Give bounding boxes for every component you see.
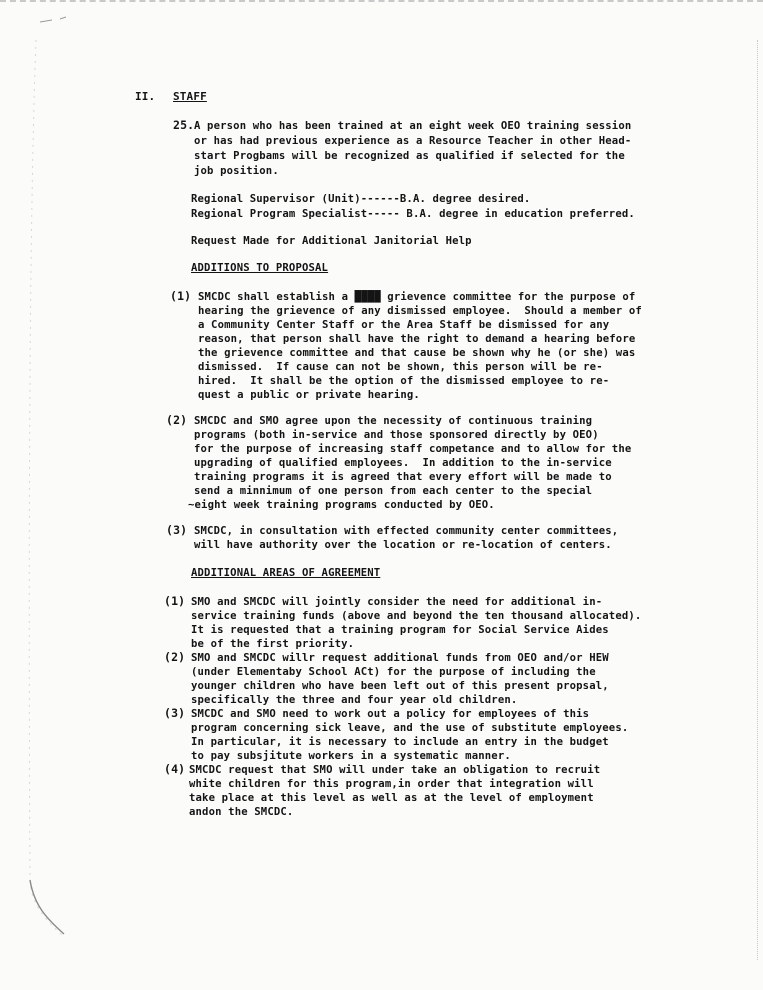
item-25-line: A person who has been trained at an eight week OEO training session [194, 120, 632, 132]
additions-item-3-marker: (3) [166, 523, 188, 537]
additions-item-2-line: SMCDC and SMO agree upon the necessity of continuous training [194, 415, 593, 427]
agreement-item-2-line: younger children who have been left out of this present propsal, [191, 680, 609, 692]
additions-item-2-line: for the purpose of increasing staff competance and to allow for the [194, 443, 632, 455]
agreement-item-2-line: specifically the three and four year old children. [191, 694, 518, 706]
additions-item-1-line: reason, that person shall have the right to demand a hearing before [198, 333, 636, 345]
item-25-number: 25. [173, 118, 195, 132]
additions-item-3-line: will have authority over the location or re-location of centers. [194, 539, 612, 551]
agreement-item-4-line: white children for this program,in order that integration will [189, 778, 594, 790]
agreement-item-2-marker: (2) [164, 650, 186, 664]
additions-item-2-line: upgrading of qualified employees. In addition to the in-service [194, 457, 612, 469]
agreement-item-3-line: SMCDC and SMO need to work out a policy for employees of this [191, 708, 590, 720]
additions-item-1-line: dismissed. If cause can not be shown, this person will be re- [198, 361, 603, 373]
additions-item-1-line: hearing the grievence of any dismissed employee. Should a member of [198, 305, 642, 317]
agreement-item-1-line: be of the first priority. [191, 638, 355, 650]
additions-item-3-line: SMCDC, in consultation with effected community center committees, [194, 525, 619, 537]
additions-heading: ADDITIONS TO PROPOSAL [191, 262, 329, 274]
agreement-item-4-line: take place at this level as well as at the level of employment [189, 792, 594, 804]
agreement-item-1-line: service training funds (above and beyond the ten thousand allocated). [191, 610, 642, 622]
additions-item-2-line: training programs it is agreed that every effort will be made to [194, 471, 612, 483]
janitorial-request: Request Made for Additional Janitorial Help [191, 235, 472, 247]
degree-line-supervisor: Regional Supervisor (Unit)------B.A. degree desired. [191, 193, 531, 205]
agreement-item-2-line: SMO and SMCDC willr request additional funds from OEO and/or HEW [191, 652, 609, 664]
agreement-heading: ADDITIONAL AREAS OF AGREEMENT [191, 567, 381, 579]
item-25-line: job position. [194, 165, 279, 177]
agreement-item-3-line: In particular, it is necessary to include an entry in the budget [191, 736, 609, 748]
agreement-item-1-marker: (1) [164, 594, 186, 608]
additions-item-1-line: SMCDC shall establish a ████ grievence committee for the purpose of [198, 291, 636, 303]
additions-item-1-marker: (1) [170, 289, 192, 303]
item-25-line: or has had previous experience as a Resource Teacher in other Head- [194, 135, 632, 147]
section-numeral: II. [135, 90, 156, 103]
agreement-item-4-line: andon the SMCDC. [189, 806, 294, 818]
additions-item-2-line: programs (both in-service and those sponsored directly by OEO) [194, 429, 599, 441]
item-25-line: start Progbams will be recognized as qualified if selected for the [194, 150, 625, 162]
additions-item-2-marker: (2) [166, 413, 188, 427]
agreement-item-4-marker: (4) [164, 762, 186, 776]
additions-item-2-line: send a minnimum of one person from each center to the special [194, 485, 593, 497]
agreement-item-3-marker: (3) [164, 706, 186, 720]
section-title: STAFF [173, 90, 207, 103]
agreement-item-4-line: SMCDC request that SMO will under take an obligation to recruit [189, 764, 601, 776]
degree-line-specialist: Regional Program Specialist----- B.A. degree in education preferred. [191, 208, 635, 220]
agreement-item-3-line: to pay subsjitute workers in a systematic manner. [191, 750, 511, 762]
agreement-item-1-line: SMO and SMCDC will jointly consider the need for additional in- [191, 596, 603, 608]
agreement-item-1-line: It is requested that a training program for Social Service Aides [191, 624, 609, 636]
additions-item-1-line: quest a public or private hearing. [198, 389, 420, 401]
additions-item-1-line: hired. It shall be the option of the dismissed employee to re- [198, 375, 610, 387]
additions-item-2-line: ~eight week training programs conducted by OEO. [188, 499, 495, 511]
agreement-item-3-line: program concerning sick leave, and the use of substitute employees. [191, 722, 629, 734]
agreement-item-2-line: (under Elementaby School ACt) for the purpose of including the [191, 666, 596, 678]
additions-item-1-line: the grievence committee and that cause be shown why he (or she) was [198, 347, 636, 359]
additions-item-1-line: a Community Center Staff or the Area Staff be dismissed for any [198, 319, 610, 331]
